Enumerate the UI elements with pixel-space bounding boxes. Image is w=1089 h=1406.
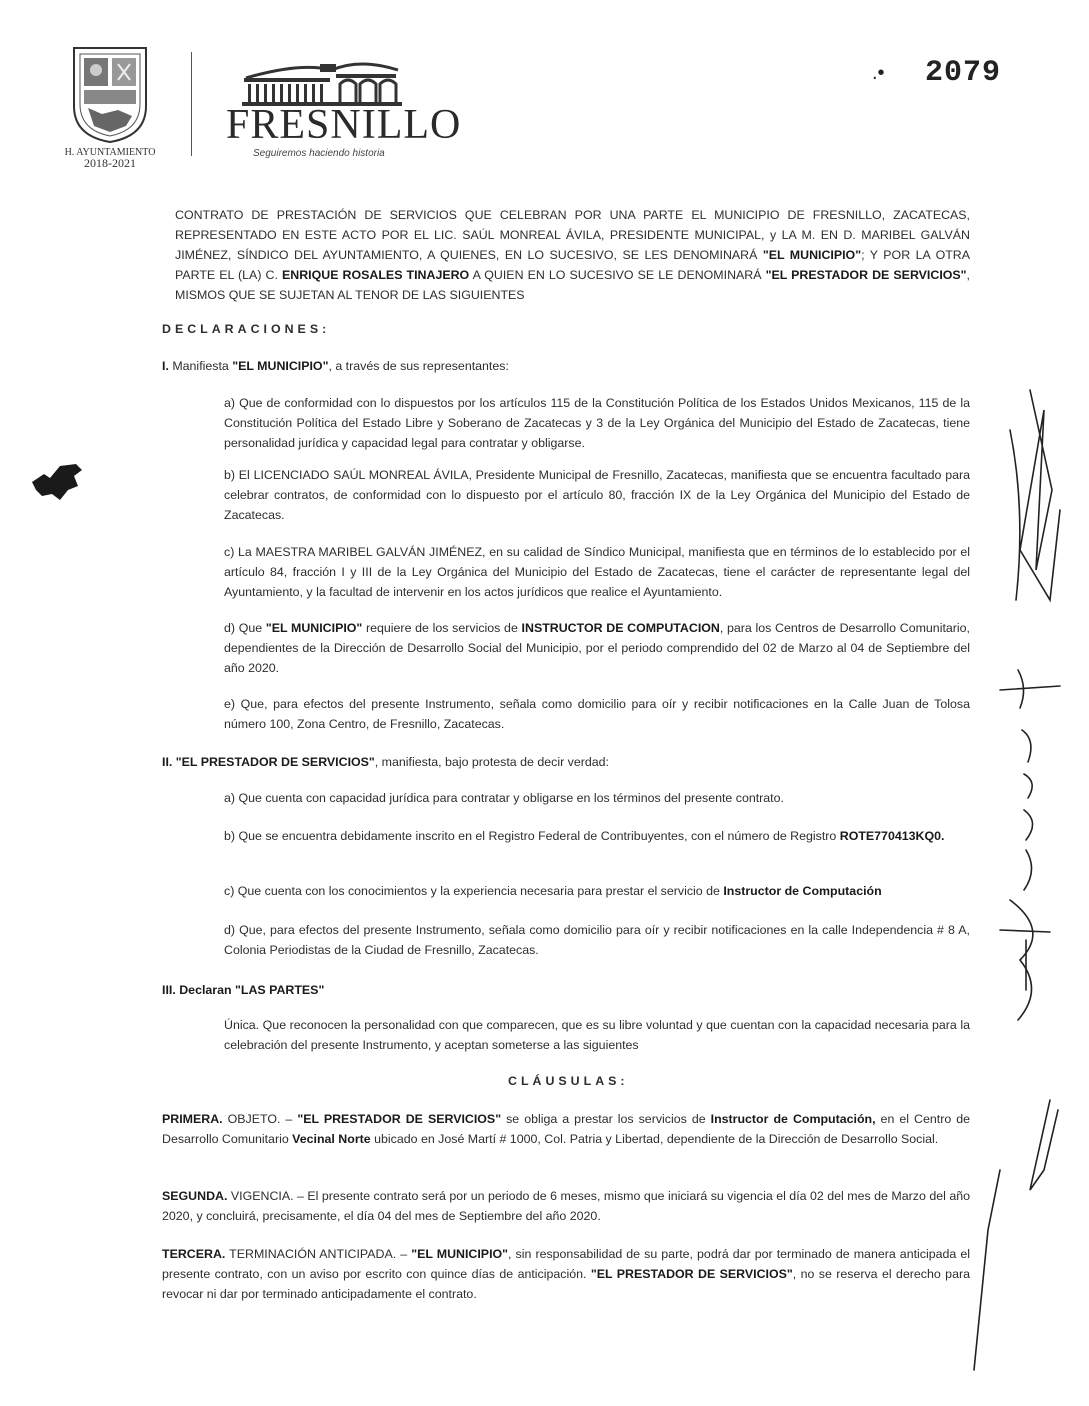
- declaration-I-b: b) El LICENCIADO SAÚL MONREAL ÁVILA, Presidente Municipal de Fresnillo, Zacatecas, manifiesta que se encuentra facultado para celebrar contratos, de conformidad con lo dispuesto por el artículo 80, fracción IX de la Ley Orgánica del Municipio del Estado de Zacatecas.: [224, 468, 970, 522]
- fresnillo-logo-building: [240, 56, 440, 108]
- clausulas-heading: CLÁUSULAS:: [508, 1074, 629, 1088]
- logo-tagline: Seguiremos haciendo historia: [253, 148, 385, 159]
- declaration-III: III. Declaran "LAS PARTES": [162, 983, 325, 997]
- seal-caption-title: H. AYUNTAMIENTO: [64, 147, 156, 158]
- clause-primera: PRIMERA. OBJETO. – "EL PRESTADOR DE SERVICIOS" se obliga a prestar los servicios de Instructor de Computación, en el Centro de Desarrollo Comunitario Vecinal Norte ubicado en José Martí # 1000, Col. Patria y Libertad, dependiente de la Dirección de Desarrollo Social.: [162, 1112, 971, 1146]
- declaraciones-heading: DECLARACIONES:: [162, 322, 331, 336]
- fresnillo-logo-text: FRESNILLO: [226, 102, 462, 148]
- page-mark-dot: .•: [872, 62, 885, 84]
- seal-caption: [60, 147, 160, 169]
- declaration-I-e: e) Que, para efectos del presente Instrumento, señala como domicilio para oír y recibir notificaciones en la Calle Juan de Tolosa número 100, Zona Centro, de Fresnillo, Zacatecas.: [224, 697, 970, 731]
- declaration-I-c: c) La MAESTRA MARIBEL GALVÁN JIMÉNEZ, en su calidad de Síndico Municipal, manifiesta que en términos de lo establecido por el artículo 84, fracción I y III de la Ley Orgánica del Municipio del Estado de Zacatecas, tiene el carácter de representante legal del Ayuntamiento, y la facultad de intervenir en los actos jurídicos que realice el Ayuntamiento.: [224, 545, 970, 599]
- ink-blot-mark: [30, 460, 86, 504]
- seal-caption-years: 2018-2021: [84, 156, 136, 170]
- municipal-seal: [68, 44, 152, 144]
- declaration-III-unica: Única. Que reconocen la personalidad con que comparecen, que es su libre voluntad y que cuentan con la capacidad necesaria para la celebración del presente Instrumento, y aceptan someterse a las siguientes: [224, 1018, 970, 1052]
- header-divider: [191, 52, 192, 156]
- contract-intro: CONTRATO DE PRESTACIÓN DE SERVICIOS QUE CELEBRAN POR UNA PARTE EL MUNICIPIO DE FRESNILLO, ZACATECAS, REPRESENTADO EN ESTE ACTO POR EL LIC. SAÚL MONREAL ÁVILA, PRESIDENTE MUNICIPAL, y LA M. EN D. MARIBEL GALVÁN JIMÉNEZ, SÍNDICO DEL AYUNTAMIENTO, A QUIENES, EN LO SUCESIVO, SE LES DENOMINARÁ "EL MUNICIPIO"; Y POR LA OTRA PARTE EL (LA) C. ENRIQUE ROSALES TINAJERO A QUIEN EN LO SUCESIVO SE LE DENOMINARÁ "EL PRESTADOR DE SERVICIOS", MISMOS QUE SE SUJETAN AL TENOR DE LAS SIGUIENTES: [175, 208, 970, 302]
- declaration-II: II. "EL PRESTADOR DE SERVICIOS", manifiesta, bajo protesta de decir verdad:: [162, 755, 609, 769]
- declaration-II-d: d) Que, para efectos del presente Instrumento, señala como domicilio para oír y recibir notificaciones en la calle Independencia # 8 A, Colonia Periodistas de la Ciudad de Fresnillo, Zacatecas.: [224, 923, 970, 957]
- declaration-II-c: c) Que cuenta con los conocimientos y la experiencia necesaria para prestar el servicio de Instructor de Computación: [224, 884, 882, 898]
- declaration-I: I. Manifiesta "EL MUNICIPIO", a través de sus representantes:: [162, 359, 509, 373]
- declaration-II-b: b) Que se encuentra debidamente inscrito en el Registro Federal de Contribuyentes, con el número de Registro ROTE770413KQ0.: [224, 829, 945, 843]
- declaration-I-d: d) Que "EL MUNICIPIO" requiere de los servicios de INSTRUCTOR DE COMPUTACION, para los Centros de Desarrollo Comunitario, dependientes de la Dirección de Desarrollo Social del Municipio, por el periodo comprendido del 02 de Marzo al 04 de Septiembre del año 2020.: [224, 621, 970, 675]
- declaration-II-a: a) Que cuenta con capacidad jurídica para contratar y obligarse en los términos del presente contrato.: [224, 791, 784, 805]
- declaration-I-a: a) Que de conformidad con lo dispuestos por los artículos 115 de la Constitución Política de los Estados Unidos Mexicanos, 115 de la Constitución Política del Estado Libre y Soberano de Zacatecas y 3 de la Ley Orgánica del Municipio del Estado de Zacatecas, tiene personalidad jurídica y capacidad legal para contratar y obligarse.: [224, 396, 970, 450]
- clause-tercera: TERCERA. TERMINACIÓN ANTICIPADA. – "EL MUNICIPIO", sin responsabilidad de su parte, podrá dar por terminado de manera anticipada el presente contrato, con un aviso por escrito con quince días de anticipación. "EL PRESTADOR DE SERVICIOS", no se reserva el derecho para revocar ni dar por terminado anticipadamente el contrato.: [162, 1247, 971, 1301]
- clause-segunda: SEGUNDA. VIGENCIA. – El presente contrato será por un periodo de 6 meses, mismo que iniciará su vigencia el día 02 del mes de Marzo del año 2020, y concluirá, precisamente, el día 04 del mes de Septiembre del año 2020.: [162, 1189, 970, 1223]
- handwritten-signatures: [940, 370, 1089, 1390]
- page-number: 2079: [925, 56, 1002, 90]
